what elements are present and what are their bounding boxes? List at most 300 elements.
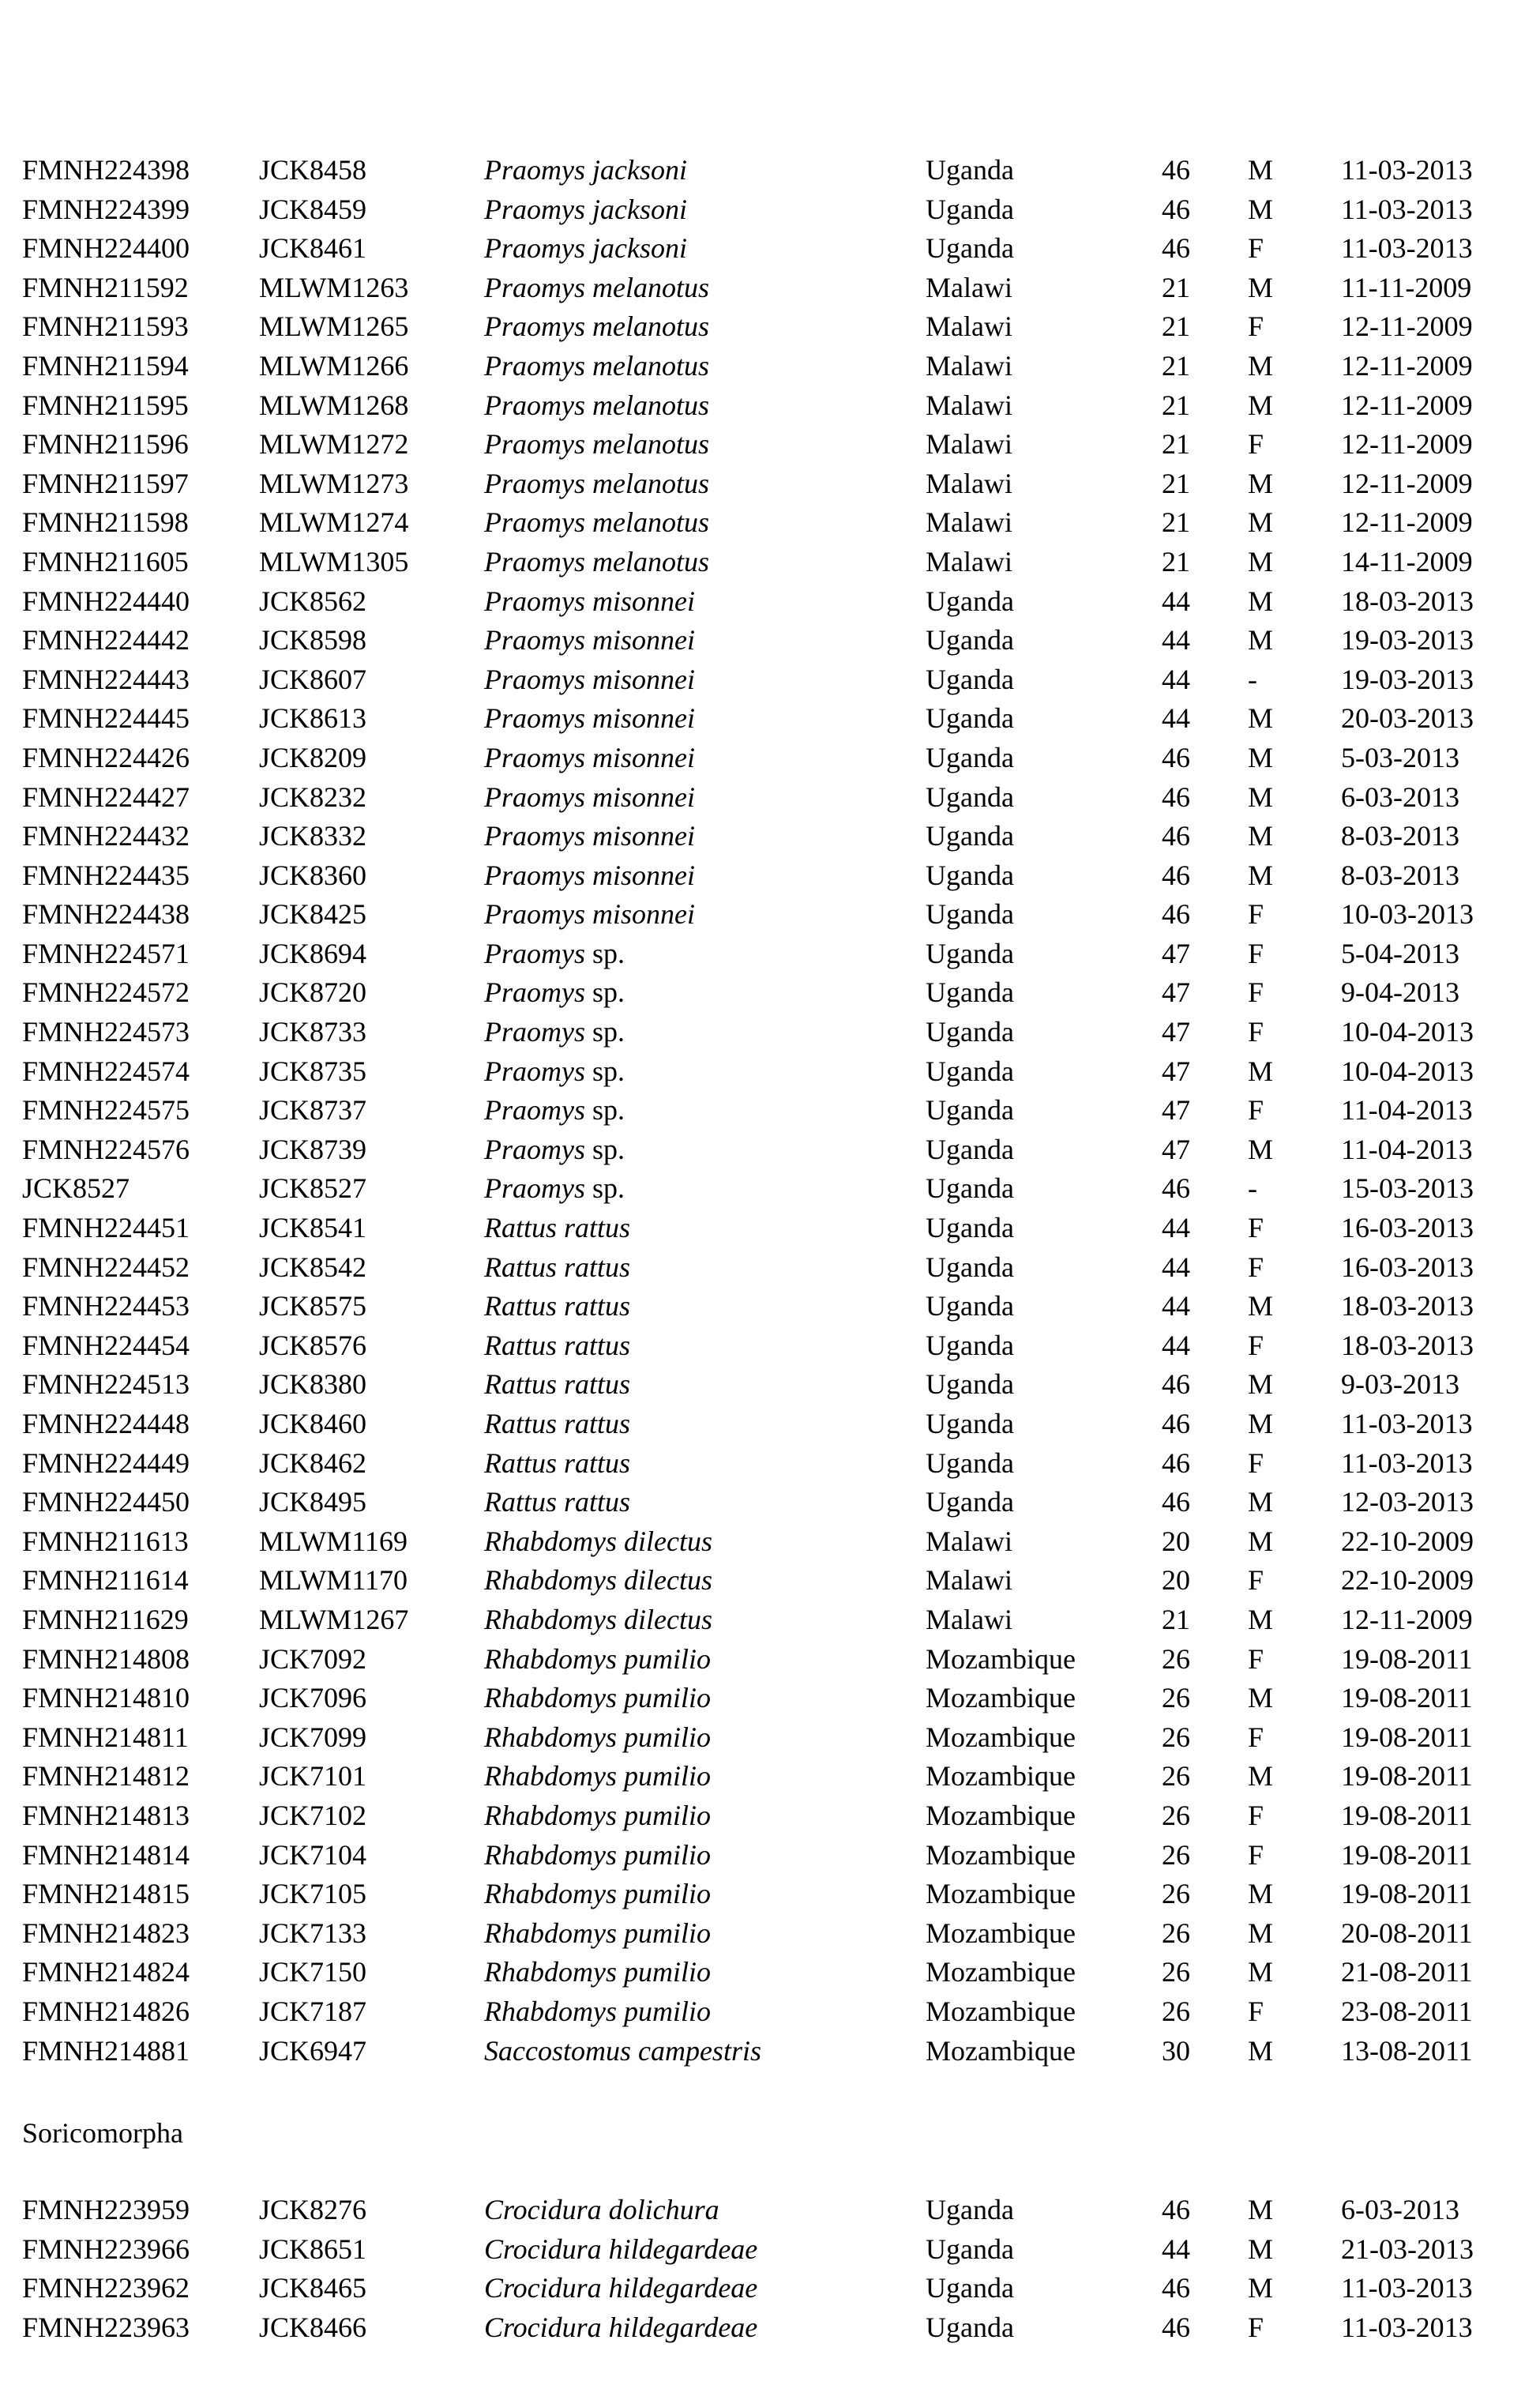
collection-date: 20-03-2013	[1341, 702, 1474, 735]
sex: -	[1248, 1172, 1257, 1205]
sex: M	[1248, 1525, 1274, 1557]
field-number: JCK7150	[259, 1956, 367, 1988]
field-number: JCK8607	[259, 663, 367, 695]
species-name	[484, 1169, 625, 1209]
field-number: MLWM1274	[259, 506, 409, 539]
species-binomial: Praomys	[484, 1172, 585, 1205]
field-number: JCK8733	[259, 1016, 367, 1048]
field-number: JCK8598	[259, 624, 367, 656]
species-name	[484, 660, 695, 700]
collection-date: 19-08-2011	[1341, 1878, 1473, 1910]
catalog-number: FMNH214826	[22, 1995, 190, 2027]
table-row	[0, 973, 1540, 1013]
field-number: JCK8739	[259, 1133, 367, 1165]
locality-code: 47	[1162, 976, 1190, 1009]
country: Malawi	[926, 349, 1012, 382]
species-binomial: Praomys misonnei	[484, 663, 695, 695]
table-row	[0, 1836, 1540, 1875]
species-binomial: Rattus rattus	[484, 1290, 631, 1322]
species-name	[484, 699, 695, 739]
field-number: JCK8465	[259, 2272, 367, 2304]
species-binomial: Rhabdomys pumilio	[484, 1917, 711, 1949]
species-binomial: Praomys misonnei	[484, 898, 695, 931]
species-name	[484, 582, 695, 622]
locality-code: 26	[1162, 1995, 1190, 2027]
sex: F	[1248, 2311, 1264, 2343]
species-name	[484, 1444, 630, 1484]
locality-code: 46	[1162, 898, 1190, 931]
catalog-number: FMNH224513	[22, 1368, 190, 1401]
table-row	[0, 386, 1540, 426]
locality-code: 21	[1162, 545, 1190, 577]
country: Uganda	[926, 1251, 1014, 1283]
species-binomial: Praomys	[484, 1133, 585, 1165]
species-binomial: Rattus rattus	[484, 1408, 631, 1439]
sex: F	[1248, 1094, 1264, 1127]
country: Uganda	[926, 1094, 1014, 1127]
catalog-number: FMNH211592	[22, 271, 189, 303]
species-name	[484, 2269, 757, 2308]
species-binomial: Crocidura hildegardeae	[484, 2233, 758, 2265]
country: Uganda	[926, 1212, 1014, 1244]
table-row	[0, 739, 1540, 778]
table-row	[0, 425, 1540, 465]
catalog-number: FMNH224443	[22, 663, 190, 695]
country: Uganda	[926, 2311, 1014, 2343]
locality-code: 46	[1162, 820, 1190, 852]
country: Mozambique	[926, 1760, 1076, 1793]
collection-date: 19-08-2011	[1341, 1721, 1473, 1753]
catalog-number: FMNH214811	[22, 1721, 189, 1753]
locality-code: 21	[1162, 310, 1190, 343]
country: Mozambique	[926, 1799, 1076, 1831]
locality-code: 26	[1162, 1721, 1190, 1753]
sex: M	[1248, 2272, 1274, 2304]
table-row	[0, 1444, 1540, 1484]
field-number: JCK8209	[259, 741, 367, 773]
table-row	[0, 1405, 1540, 1444]
collection-date: 19-03-2013	[1341, 624, 1474, 656]
species-name	[484, 856, 695, 896]
species-binomial: Rhabdomys dilectus	[484, 1525, 712, 1557]
species-binomial: Rattus rattus	[484, 1212, 631, 1244]
table-row	[0, 1718, 1540, 1758]
sex: F	[1248, 1642, 1264, 1675]
catalog-number: FMNH214881	[22, 2034, 190, 2067]
collection-date: 18-03-2013	[1341, 1290, 1474, 1322]
catalog-number: FMNH224440	[22, 585, 190, 617]
field-number: MLWM1267	[259, 1603, 409, 1635]
catalog-number: FMNH223963	[22, 2311, 190, 2343]
sex: -	[1248, 663, 1257, 695]
catalog-number: FMNH224427	[22, 781, 190, 813]
sex: M	[1248, 2194, 1274, 2225]
species-binomial: Rhabdomys pumilio	[484, 1799, 711, 1831]
country: Mozambique	[926, 1995, 1076, 2027]
sex: F	[1248, 1799, 1264, 1831]
collection-date: 9-03-2013	[1341, 1368, 1459, 1401]
country: Uganda	[926, 2233, 1014, 2265]
collection-date: 8-03-2013	[1341, 859, 1459, 891]
locality-code: 46	[1162, 1446, 1190, 1479]
species-name	[484, 1209, 630, 1248]
collection-date: 9-04-2013	[1341, 976, 1459, 1009]
country: Uganda	[926, 624, 1014, 656]
species-name	[484, 1992, 711, 2032]
sex: F	[1248, 1721, 1264, 1753]
species-suffix: sp.	[585, 937, 625, 969]
country: Mozambique	[926, 1878, 1076, 1910]
sex: M	[1248, 859, 1274, 891]
table-row	[0, 817, 1540, 856]
collection-date: 23-08-2011	[1341, 1995, 1473, 2027]
species-name	[484, 1013, 625, 1052]
catalog-number: FMNH214813	[22, 1799, 190, 1831]
sex: M	[1248, 1133, 1274, 1165]
field-number: MLWM1169	[259, 1525, 408, 1557]
species-name	[484, 503, 709, 543]
sex: F	[1248, 976, 1264, 1009]
table-row	[0, 1169, 1540, 1209]
species-binomial: Rattus rattus	[484, 1446, 631, 1479]
country: Mozambique	[926, 2034, 1076, 2067]
field-number: MLWM1272	[259, 428, 409, 461]
species-binomial: Praomys	[484, 976, 585, 1009]
catalog-number: FMNH214814	[22, 1838, 190, 1871]
table-row	[0, 621, 1540, 660]
species-binomial: Praomys melanotus	[484, 349, 709, 382]
locality-code: 21	[1162, 271, 1190, 303]
table-row	[0, 465, 1540, 504]
collection-date: 12-11-2009	[1341, 349, 1473, 382]
country: Malawi	[926, 271, 1012, 303]
collection-date: 16-03-2013	[1341, 1251, 1474, 1283]
species-binomial: Rattus rattus	[484, 1329, 631, 1361]
species-name	[484, 1601, 712, 1640]
field-number: JCK8527	[259, 1172, 367, 1205]
catalog-number: FMNH211595	[22, 389, 189, 421]
collection-date: 11-03-2013	[1341, 154, 1473, 186]
collection-date: 12-11-2009	[1341, 310, 1473, 343]
field-number: JCK8460	[259, 1408, 367, 1439]
collection-date: 21-03-2013	[1341, 2233, 1474, 2265]
table-row	[0, 2308, 1540, 2348]
table-row	[0, 778, 1540, 818]
species-name	[484, 1640, 711, 1680]
species-name	[484, 1405, 630, 1444]
field-number: JCK8232	[259, 781, 367, 813]
species-binomial: Rhabdomys pumilio	[484, 1721, 711, 1753]
collection-date: 19-08-2011	[1341, 1642, 1473, 1675]
field-number: JCK8276	[259, 2194, 367, 2225]
species-name	[484, 621, 695, 660]
sex: F	[1248, 232, 1264, 265]
table-row	[0, 1679, 1540, 1718]
field-number: MLWM1170	[259, 1564, 408, 1597]
locality-code: 26	[1162, 1917, 1190, 1949]
country: Uganda	[926, 976, 1014, 1009]
species-binomial: Rattus rattus	[484, 1368, 631, 1401]
sex: M	[1248, 1956, 1274, 1988]
species-binomial: Rhabdomys pumilio	[484, 1682, 711, 1714]
field-number: MLWM1265	[259, 310, 409, 343]
locality-code: 46	[1162, 1172, 1190, 1205]
catalog-number: FMNH224571	[22, 937, 190, 969]
locality-code: 44	[1162, 1329, 1190, 1361]
catalog-number: FMNH224576	[22, 1133, 190, 1165]
sex: M	[1248, 1760, 1274, 1793]
collection-date: 5-03-2013	[1341, 741, 1459, 773]
species-suffix: sp.	[585, 1094, 625, 1127]
table-row	[0, 699, 1540, 739]
species-binomial: Praomys melanotus	[484, 310, 709, 343]
locality-code: 21	[1162, 467, 1190, 499]
locality-code: 30	[1162, 2034, 1190, 2067]
locality-code: 20	[1162, 1525, 1190, 1557]
locality-code: 44	[1162, 663, 1190, 695]
species-binomial: Praomys melanotus	[484, 428, 709, 461]
sex: M	[1248, 1368, 1274, 1401]
country: Mozambique	[926, 1838, 1076, 1871]
catalog-number: FMNH223959	[22, 2194, 190, 2225]
locality-code: 21	[1162, 389, 1190, 421]
locality-code: 46	[1162, 2272, 1190, 2304]
sex: M	[1248, 1290, 1274, 1322]
field-number: JCK8613	[259, 702, 367, 735]
species-binomial: Praomys misonnei	[484, 820, 695, 852]
species-binomial: Crocidura hildegardeae	[484, 2311, 758, 2343]
collection-date: 16-03-2013	[1341, 1212, 1474, 1244]
locality-code: 46	[1162, 1408, 1190, 1439]
species-name	[484, 269, 709, 308]
catalog-number: FMNH224426	[22, 741, 190, 773]
species-name	[484, 543, 709, 582]
sex: M	[1248, 1408, 1274, 1439]
country: Uganda	[926, 741, 1014, 773]
species-name	[484, 386, 709, 426]
field-number: JCK8495	[259, 1486, 367, 1518]
collection-date: 22-10-2009	[1341, 1564, 1474, 1597]
field-number: JCK7092	[259, 1642, 367, 1675]
species-suffix: sp.	[585, 1055, 625, 1087]
species-name	[484, 1875, 711, 1914]
country: Uganda	[926, 1133, 1014, 1165]
catalog-number: FMNH211594	[22, 349, 189, 382]
collection-date: 19-08-2011	[1341, 1838, 1473, 1871]
sex: M	[1248, 193, 1274, 225]
collection-date: 11-04-2013	[1341, 1094, 1473, 1127]
table-row	[0, 2269, 1540, 2308]
field-number: JCK8466	[259, 2311, 367, 2343]
species-binomial: Praomys	[484, 1016, 585, 1048]
collection-date: 13-08-2011	[1341, 2034, 1473, 2067]
table-row	[0, 1601, 1540, 1640]
catalog-number: FMNH224448	[22, 1408, 190, 1439]
locality-code: 21	[1162, 506, 1190, 539]
catalog-number: FMNH211613	[22, 1525, 189, 1557]
species-name	[484, 1561, 712, 1601]
table-row	[0, 582, 1540, 622]
species-binomial: Rhabdomys pumilio	[484, 1878, 711, 1910]
table-row	[0, 1248, 1540, 1288]
field-number: JCK8380	[259, 1368, 367, 1401]
catalog-number: FMNH224400	[22, 232, 190, 265]
table-row	[0, 1875, 1540, 1914]
field-number: JCK8562	[259, 585, 367, 617]
country: Uganda	[926, 663, 1014, 695]
sex: M	[1248, 506, 1274, 539]
country: Mozambique	[926, 1917, 1076, 1949]
species-binomial: Praomys melanotus	[484, 506, 709, 539]
species-binomial: Praomys misonnei	[484, 702, 695, 735]
country: Uganda	[926, 1446, 1014, 1479]
sex: M	[1248, 1878, 1274, 1910]
species-name	[484, 1483, 630, 1522]
collection-date: 12-11-2009	[1341, 428, 1473, 461]
table-row	[0, 1953, 1540, 1992]
collection-date: 19-08-2011	[1341, 1682, 1473, 1714]
country: Uganda	[926, 154, 1014, 186]
country: Uganda	[926, 2272, 1014, 2304]
species-name	[484, 1914, 711, 1954]
sex: F	[1248, 1838, 1264, 1871]
collection-date: 18-03-2013	[1341, 1329, 1474, 1361]
species-name	[484, 895, 695, 935]
collection-date: 11-11-2009	[1341, 271, 1472, 303]
locality-code: 46	[1162, 741, 1190, 773]
locality-code: 26	[1162, 1760, 1190, 1793]
collection-date: 10-03-2013	[1341, 898, 1474, 931]
species-binomial: Rattus rattus	[484, 1486, 631, 1518]
species-binomial: Rattus rattus	[484, 1251, 631, 1283]
locality-code: 26	[1162, 1838, 1190, 1871]
species-binomial: Praomys melanotus	[484, 389, 709, 421]
catalog-number: FMNH224438	[22, 898, 190, 931]
field-number: JCK7099	[259, 1721, 367, 1753]
locality-code: 44	[1162, 2233, 1190, 2265]
species-name	[484, 2032, 761, 2071]
species-name	[484, 425, 709, 465]
locality-code: 47	[1162, 1055, 1190, 1087]
country: Uganda	[926, 1172, 1014, 1205]
country: Malawi	[926, 506, 1012, 539]
country: Malawi	[926, 545, 1012, 577]
species-name	[484, 1091, 625, 1130]
table-row	[0, 2230, 1540, 2270]
catalog-number: FMNH224449	[22, 1446, 190, 1479]
table-row	[0, 229, 1540, 269]
species-binomial: Praomys jacksoni	[484, 193, 687, 225]
table-row	[0, 543, 1540, 582]
sex: F	[1248, 428, 1264, 461]
table-row	[0, 1326, 1540, 1366]
field-number: JCK7102	[259, 1799, 367, 1831]
field-number: JCK8425	[259, 898, 367, 931]
country: Malawi	[926, 1564, 1012, 1597]
field-number: MLWM1273	[259, 467, 409, 499]
field-number: MLWM1268	[259, 389, 409, 421]
country: Uganda	[926, 702, 1014, 735]
sex: F	[1248, 1212, 1264, 1244]
field-number: MLWM1305	[259, 545, 409, 577]
species-name	[484, 739, 695, 778]
species-binomial: Praomys	[484, 1055, 585, 1087]
sex: F	[1248, 1446, 1264, 1479]
collection-date: 10-04-2013	[1341, 1055, 1474, 1087]
species-name	[484, 1679, 711, 1718]
locality-code: 46	[1162, 1486, 1190, 1518]
table-row	[0, 1757, 1540, 1796]
species-name	[484, 1836, 711, 1875]
collection-date: 6-03-2013	[1341, 2194, 1459, 2225]
country: Uganda	[926, 781, 1014, 813]
sex: M	[1248, 349, 1274, 382]
species-name	[484, 190, 687, 230]
collection-date: 11-03-2013	[1341, 1446, 1473, 1479]
catalog-number: FMNH214815	[22, 1878, 190, 1910]
table-row	[0, 1209, 1540, 1248]
country: Uganda	[926, 1016, 1014, 1048]
species-binomial: Praomys	[484, 1094, 585, 1127]
locality-code: 26	[1162, 1956, 1190, 1988]
species-name	[484, 1757, 711, 1796]
species-name	[484, 1052, 625, 1092]
table-row	[0, 1796, 1540, 1836]
table-row	[0, 1052, 1540, 1092]
catalog-number: FMNH211597	[22, 467, 189, 499]
collection-date: 19-08-2011	[1341, 1760, 1473, 1793]
species-binomial: Rhabdomys pumilio	[484, 1956, 711, 1988]
collection-date: 14-11-2009	[1341, 545, 1473, 577]
species-name	[484, 817, 695, 856]
table-row	[0, 1013, 1540, 1052]
sex: M	[1248, 781, 1274, 813]
table-row	[0, 1522, 1540, 1562]
locality-code: 47	[1162, 1016, 1190, 1048]
field-number: JCK8541	[259, 1212, 367, 1244]
locality-code: 46	[1162, 2194, 1190, 2225]
sex: M	[1248, 389, 1274, 421]
species-binomial: Rhabdomys pumilio	[484, 1995, 711, 2027]
locality-code: 44	[1162, 585, 1190, 617]
species-name	[484, 1248, 630, 1288]
table-row	[0, 190, 1540, 230]
field-number: JCK7096	[259, 1682, 367, 1714]
field-number: MLWM1266	[259, 349, 409, 382]
species-binomial: Rhabdomys dilectus	[484, 1603, 712, 1635]
field-number: JCK8651	[259, 2233, 367, 2265]
sex: M	[1248, 624, 1274, 656]
catalog-number: FMNH224572	[22, 976, 190, 1009]
table-row	[0, 151, 1540, 190]
sex: M	[1248, 585, 1274, 617]
species-suffix: sp.	[585, 1133, 625, 1165]
locality-code: 46	[1162, 859, 1190, 891]
country: Uganda	[926, 1486, 1014, 1518]
catalog-number: FMNH214824	[22, 1956, 190, 1988]
species-name	[484, 973, 625, 1013]
species-binomial: Saccostomus campestris	[484, 2034, 761, 2067]
sex: M	[1248, 702, 1274, 735]
collection-date: 15-03-2013	[1341, 1172, 1474, 1205]
country: Mozambique	[926, 1721, 1076, 1753]
species-name	[484, 151, 687, 190]
catalog-number: FMNH214810	[22, 1682, 190, 1714]
country: Uganda	[926, 859, 1014, 891]
table-row	[0, 347, 1540, 386]
species-binomial: Praomys misonnei	[484, 741, 695, 773]
collection-date: 12-03-2013	[1341, 1486, 1474, 1518]
